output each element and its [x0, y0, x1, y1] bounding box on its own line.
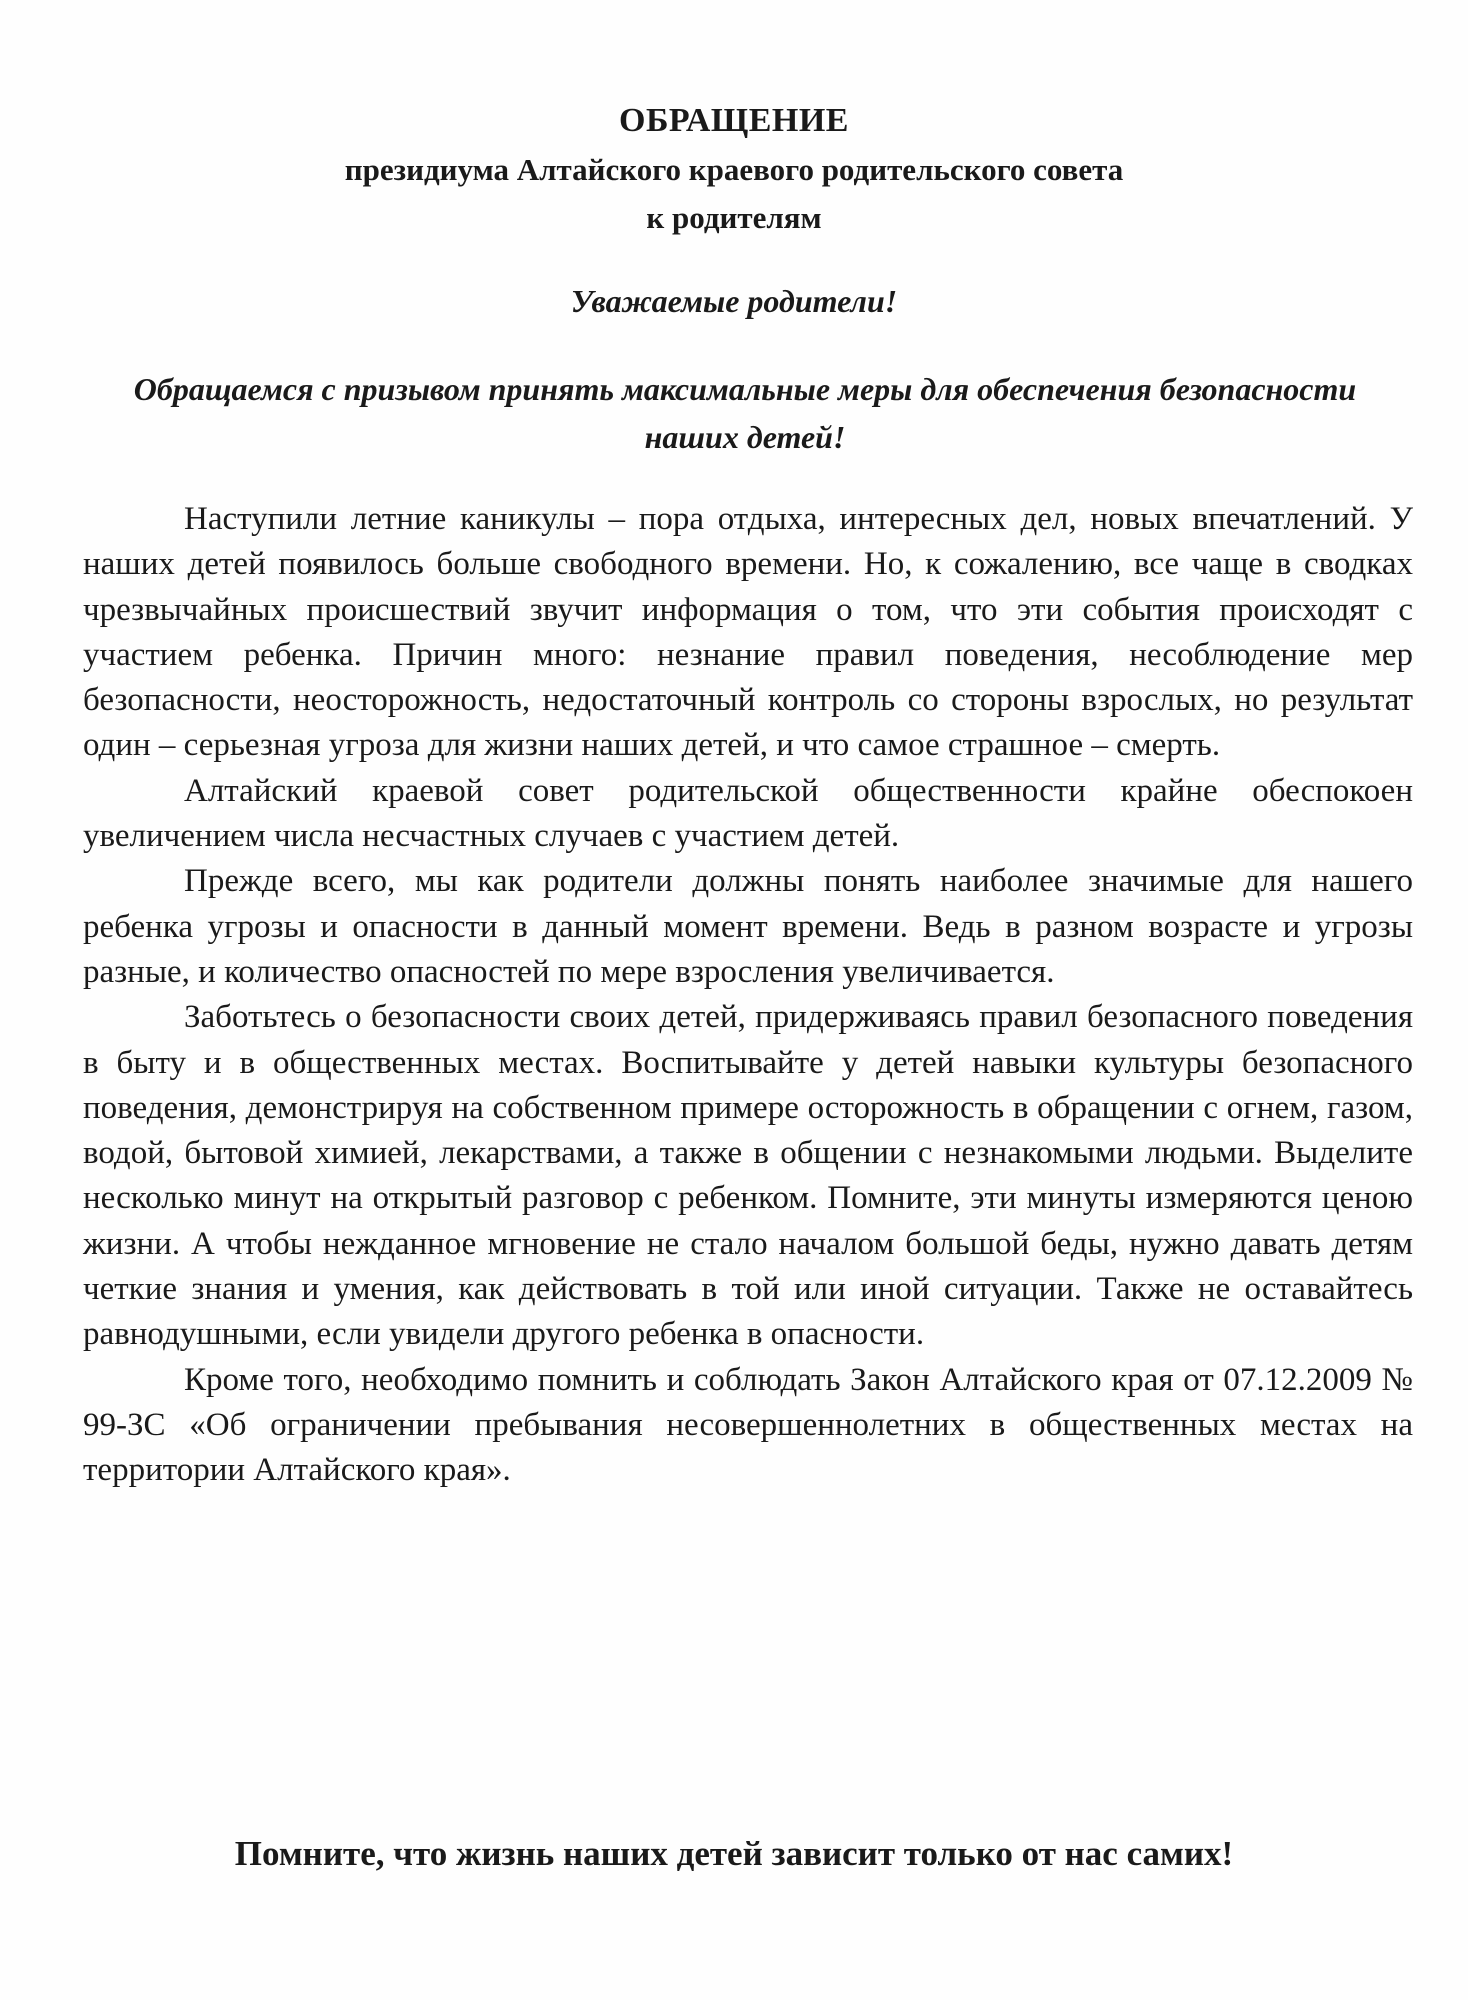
- greeting: Уважаемые родители!: [570, 283, 898, 319]
- appeal-statement: Обращаемся с призывом принять максимальные меры для обеспечения безопасности наших детей!: [133, 371, 1357, 455]
- paragraph-safety-care: Заботьтесь о безопасности своих детей, придерживаясь правил безопасного поведения в быту и в общественных местах. Воспитывайте у детей навыки культуры безопасного поведения, демонстрируя на собственном примере осторожность в обращении с огнем, газом, водой, бытовой химией, лекарствами, а также в общении с незнакомыми людьми. Выделите несколько минут на открытый разговор с ребенком. Помните, эти минуты измеряются ценою жизни. А чтобы нежданное мгновение не стало началом большой беды, нужно давать детям четкие знания и умения, как действовать в той или иной ситуации. Также не оставайтесь равнодушными, если увидели другого ребенка в опасности.: [83, 999, 1413, 1353]
- paragraph-council-concern: Алтайский краевой совет родительской общественности крайне обеспокоен увеличением числа несчастных случаев с участием детей.: [83, 772, 1413, 855]
- closing-statement: Помните, что жизнь наших детей зависит только от нас самих!: [234, 1834, 1234, 1873]
- body-text: [83, 497, 1413, 1494]
- document-subtitle-line2: к родителям: [646, 200, 822, 235]
- document-subtitle-line1: президиума Алтайского краевого родительского совета: [344, 152, 1124, 187]
- document-title: ОБРАЩЕНИЕ: [619, 102, 849, 139]
- paragraph-summer-holidays: Наступили летние каникулы – пора отдыха, интересных дел, новых впечатлений. У наших детей появилось больше свободного времени. Но, к сожалению, все чаще в сводках чрезвычайных происшествий звучит информация о том, что эти события происходят с участием ребенка. Причин много: незнание правил поведения, несоблюдение мер безопасности, неосторожность, недостаточный контроль со стороны взрослых, но результат один – серьезная угроза для жизни наших детей, и что самое страшное – смерть.: [83, 501, 1413, 764]
- paragraph-law-reference: Кроме того, необходимо помнить и соблюдать Закон Алтайского края от 07.12.2009 № 99-ЗС «Об ограничении пребывания несовершеннолетних в общественных местах на территории Алтайского края».: [83, 1361, 1413, 1489]
- paragraph-parents-understand: Прежде всего, мы как родители должны понять наиболее значимые для нашего ребенка угрозы и опасности в данный момент времени. Ведь в разном возрасте и угрозы разные, и количество опасностей по мере взросления увеличивается.: [83, 863, 1413, 990]
